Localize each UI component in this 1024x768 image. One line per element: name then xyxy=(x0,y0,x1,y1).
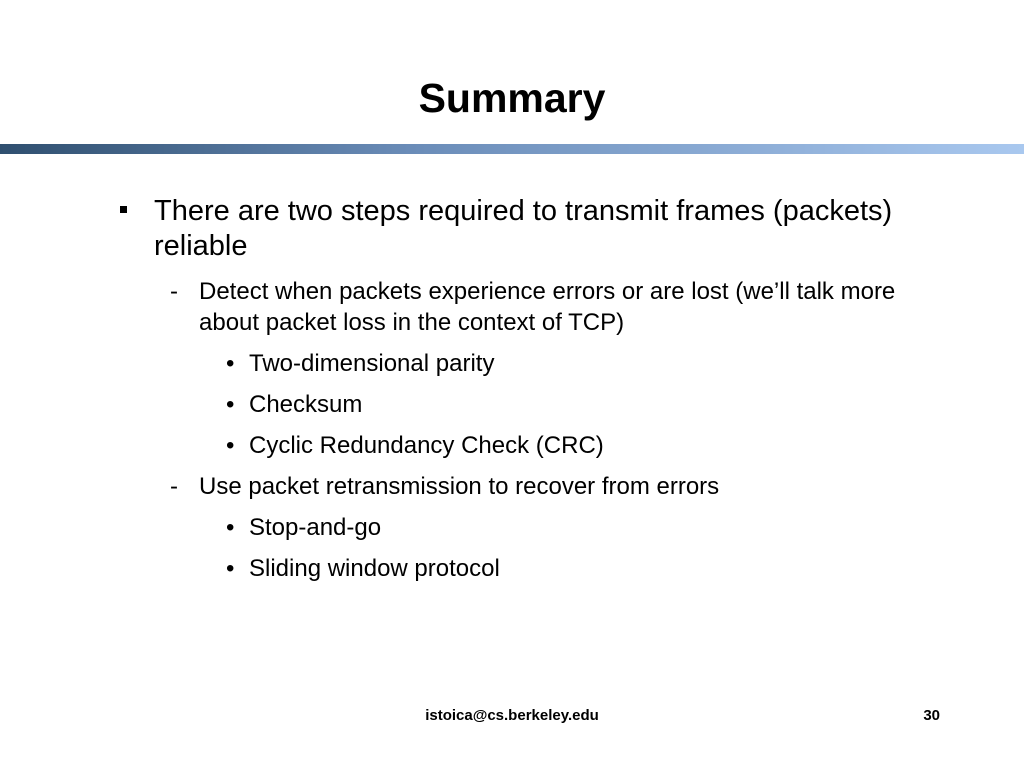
list-item xyxy=(226,430,906,461)
title-divider xyxy=(0,144,1024,154)
footer-email: istoica@cs.berkeley.edu xyxy=(425,707,599,724)
list-item-text: Sliding window protocol xyxy=(249,555,500,582)
list-item-text: Stop-and-go xyxy=(249,514,382,541)
dot-bullet-icon: • xyxy=(226,350,235,377)
list-item-text: Two-dimensional parity xyxy=(249,350,495,377)
sub-bullet-detect xyxy=(170,276,910,338)
list-item xyxy=(226,553,906,584)
bullet-text: There are two steps required to transmit frames (packets) reliable xyxy=(154,195,893,262)
list-item-text: Cyclic Redundancy Check (CRC) xyxy=(249,432,604,459)
page-number: 30 xyxy=(923,707,940,724)
dot-bullet-icon: • xyxy=(226,432,235,459)
list-item xyxy=(226,512,906,543)
list-item xyxy=(226,389,906,420)
sub-bullet-retransmission xyxy=(170,471,910,502)
dot-bullet-icon: • xyxy=(226,555,235,582)
bullet-level-1 xyxy=(120,194,900,264)
dash-bullet-icon: - xyxy=(170,278,178,305)
dash-bullet-icon: - xyxy=(170,473,178,500)
dot-bullet-icon: • xyxy=(226,391,235,418)
square-bullet-icon xyxy=(120,206,127,213)
dot-bullet-icon: • xyxy=(226,514,235,541)
slide-title: Summary xyxy=(418,75,606,121)
list-item xyxy=(226,348,906,379)
list-item-text: Checksum xyxy=(249,391,363,418)
sub-bullet-text: Use packet retransmission to recover from errors xyxy=(199,473,720,500)
sub-bullet-text: Detect when packets experience errors or are lost (we’ll talk more about packet loss in the context of TCP) xyxy=(199,278,896,336)
